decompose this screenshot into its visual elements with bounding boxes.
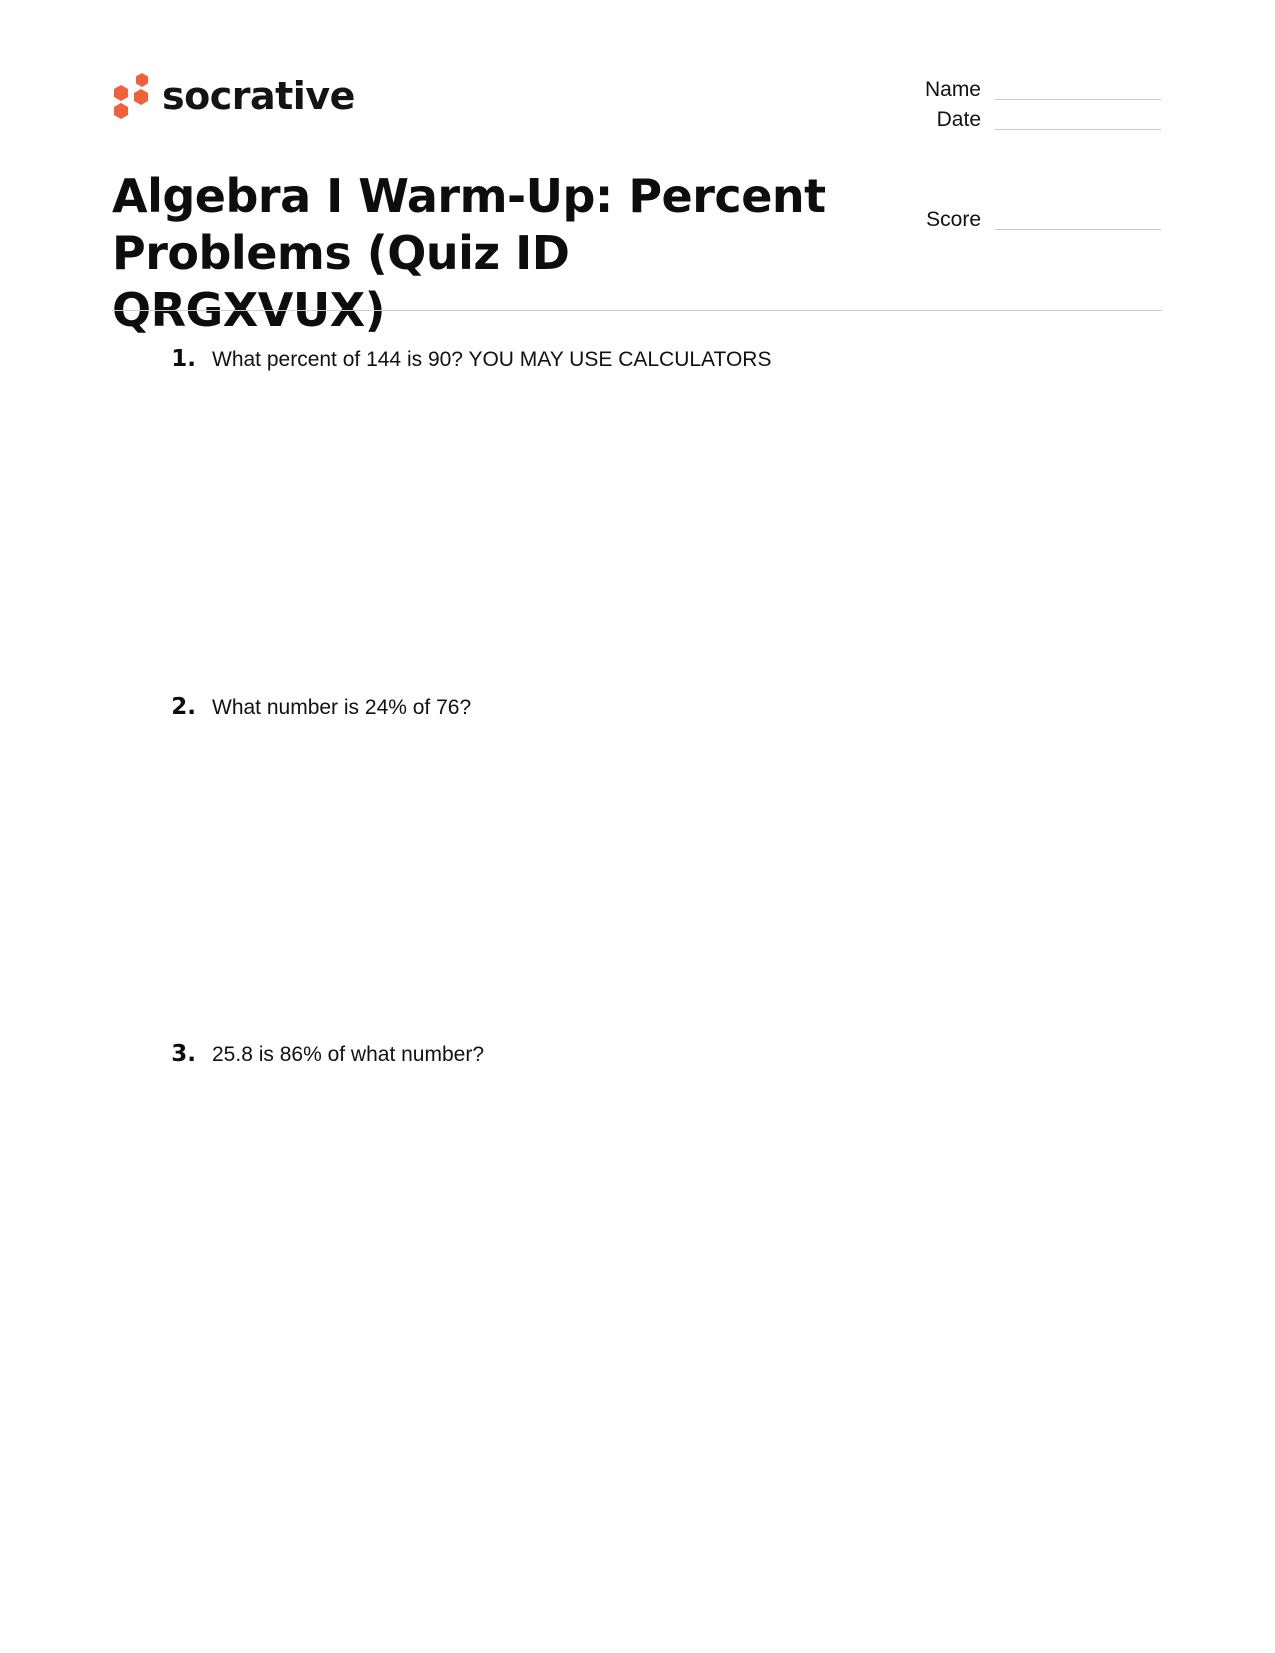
question-number: 2.	[171, 694, 196, 720]
name-blank-line	[995, 99, 1161, 100]
question-item	[160, 694, 471, 720]
score-field	[891, 208, 1161, 232]
hexagon-cluster-icon	[112, 73, 150, 123]
brand-name: socrative	[162, 74, 355, 118]
date-field	[891, 108, 1161, 132]
header-divider	[112, 310, 1162, 311]
name-label: Name	[924, 78, 981, 101]
page-title: Algebra I Warm-Up: Percent Problems (Quiz ID QRGXVUX)	[112, 169, 826, 337]
question-text: What percent of 144 is 90? YOU MAY USE CALCULATORS	[212, 348, 772, 371]
question-item	[160, 1041, 484, 1067]
date-label: Date	[936, 108, 981, 131]
score-label: Score	[926, 208, 981, 231]
question-text: 25.8 is 86% of what number?	[212, 1043, 484, 1066]
score-blank-line	[995, 229, 1161, 230]
question-number: 1.	[171, 346, 196, 372]
question-item	[160, 346, 771, 372]
socrative-logo	[112, 72, 355, 124]
date-blank-line	[995, 129, 1161, 130]
question-text: What number is 24% of 76?	[212, 696, 472, 719]
question-number: 3.	[171, 1041, 196, 1067]
name-field	[891, 78, 1161, 102]
